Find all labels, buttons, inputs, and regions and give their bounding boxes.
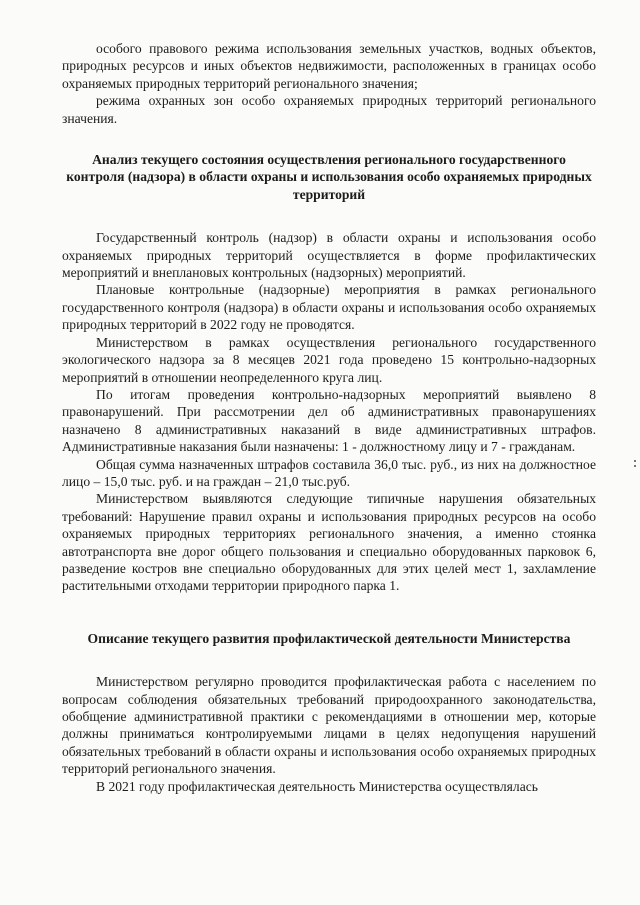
paragraph: Министерством выявляются следующие типичные нарушения обязательных требований: Нарушение правил охраны и использования природных ресурсов на особо охраняемых природных территориях регионального значения, а именно стоянка автотранспорта вне дорог общего пользования и специально оборудованных парковок 6, разведение костров вне специально оборудованных для этих целей мест 1, захламление растительными отходами территории природного парка 1. — [62, 491, 596, 594]
section-heading-analysis: Анализ текущего состояния осуществления регионального государственного контроля (надзора) в области охраны и использования особо охраняемых природных территорий — [66, 152, 592, 202]
paragraph: Общая сумма назначенных штрафов составила 36,0 тыс. руб., из них на должностное лицо – 15,0 тыс. руб. и на граждан – 21,0 тыс.руб. — [62, 456, 596, 489]
paragraph: Министерством в рамках осуществления регионального государственного экологического надзора за 8 месяцев 2021 года проведено 15 контрольно-надзорных мероприятий в отношении неопределенного круга лиц. — [62, 334, 596, 385]
paragraph: Министерством регулярно проводится профилактическая работа с населением по вопросам соблюдения обязательных требований природоохранного законодательства, обобщение административной практики с рекомендациями в отношении мер, которые должны приниматься контролируемыми лицами в целях недопущения нарушений обязательных требований в области охраны и использования особо охраняемых природных территорий регионального значения. — [62, 674, 596, 777]
paragraph: В 2021 году профилактическая деятельность Министерства осуществлялась — [96, 778, 538, 794]
paragraph: Государственный контроль (надзор) в области охраны и использования особо охраняемых природных территорий осуществляется в форме профилактических мероприятий и внеплановых контрольных (надзорных) мероприятий. — [62, 230, 596, 281]
prevention-section — [62, 673, 596, 795]
analysis-section — [62, 229, 596, 595]
paragraph: особого правового режима использования земельных участков, водных объектов, природных ресурсов и иных объектов недвижимости, расположенных в границах особо охраняемых природных территорий регионального значения; — [62, 41, 596, 91]
intro-block — [62, 40, 596, 127]
paragraph: По итогам проведения контрольно-надзорных мероприятий выявлено 8 правонарушений. При рассмотрении дел об административных правонарушениях назначено 8 административных наказаний в виде административных штрафов. Административные наказания были назначены: 1 - должностному лицу и 7 - гражданам. — [62, 386, 596, 455]
paragraph: режима охранных зон особо охраняемых природных территорий регионального значения. — [62, 93, 596, 126]
paragraph: Плановые контрольные (надзорные) мероприятия в рамках регионального государственного контроля (надзора) в области охраны и использования особо охраняемых природных территорий в 2022 году не проводятся. — [62, 282, 596, 333]
scan-mark — [634, 460, 637, 472]
section-heading-prevention: Описание текущего развития профилактической деятельности Министерства — [87, 630, 571, 646]
